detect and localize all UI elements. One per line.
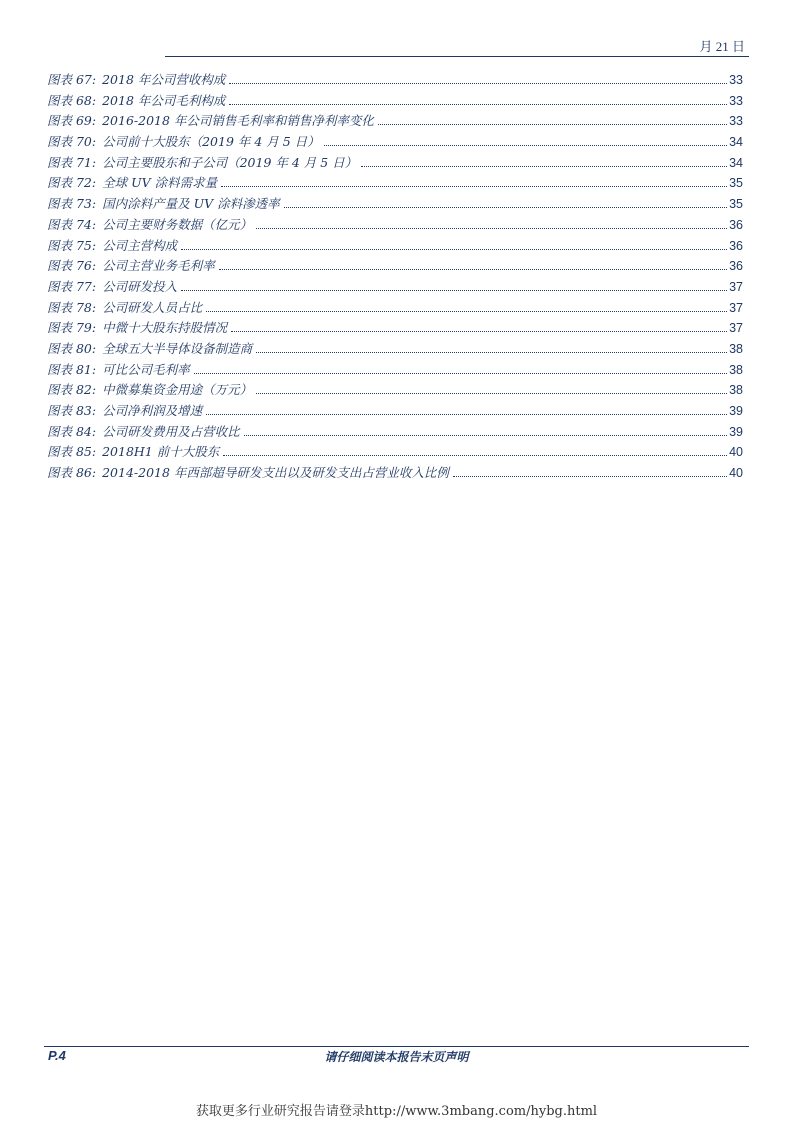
header-rule bbox=[165, 56, 749, 57]
watermark-link[interactable]: 获取更多行业研究报告请登录http://www.3mbang.com/hybg.html bbox=[195, 1104, 598, 1119]
toc-entry-page: 39 bbox=[729, 404, 743, 418]
toc-entry-page: 40 bbox=[729, 466, 743, 481]
toc-entry-label: 图表 79: bbox=[47, 320, 97, 336]
toc-entry-page: 33 bbox=[729, 93, 743, 108]
toc-entry-label: 图表 80: bbox=[47, 340, 97, 356]
toc-entry[interactable] bbox=[47, 91, 743, 112]
toc-dot-leader bbox=[219, 269, 727, 270]
toc-entry-title: 2018 年公司营收构成 bbox=[102, 72, 226, 87]
toc-entry-label: 图表 86: bbox=[47, 465, 97, 481]
toc-entry-title: 2014-2018 年西部超导研发支出以及研发支出占营业收入比例 bbox=[102, 465, 449, 481]
toc-entry-label: 图表 83: bbox=[47, 403, 97, 418]
toc-entry-title: 公司研发人员占比 bbox=[102, 299, 203, 315]
toc-entry[interactable] bbox=[47, 153, 743, 174]
toc-entry-title: 公司研发费用及占营收比 bbox=[102, 423, 240, 439]
toc-entry[interactable] bbox=[47, 422, 743, 443]
toc-entry[interactable] bbox=[47, 236, 743, 257]
toc-entry-label: 图表 76: bbox=[47, 258, 97, 274]
toc-entry-title: 公司净利润及增速 bbox=[102, 403, 203, 418]
toc-entry-page: 36 bbox=[729, 217, 743, 232]
toc-dot-leader bbox=[229, 104, 727, 105]
toc-entry-label: 图表 82: bbox=[47, 382, 97, 398]
toc-entry[interactable] bbox=[47, 111, 743, 132]
toc-entry-label: 图表 73: bbox=[47, 196, 97, 212]
toc-dot-leader bbox=[324, 145, 727, 146]
toc-entry-title: 公司前十大股东（2019 年 4 月 5 日） bbox=[102, 134, 320, 150]
toc-entry[interactable] bbox=[47, 70, 743, 91]
toc-dot-leader bbox=[284, 207, 727, 208]
toc-entry[interactable] bbox=[47, 463, 743, 484]
toc-entry-title: 2016-2018 年公司销售毛利率和销售净利率变化 bbox=[102, 113, 374, 129]
footer-page-number: P.4 bbox=[48, 1048, 66, 1063]
toc-entry-title: 公司主要股东和子公司（2019 年 4 月 5 日） bbox=[102, 154, 358, 170]
toc-entry-page: 38 bbox=[729, 383, 743, 398]
toc-dot-leader bbox=[206, 414, 727, 415]
toc-entry[interactable] bbox=[47, 442, 743, 463]
toc-entry-page: 36 bbox=[729, 238, 743, 253]
toc-entry-label: 图表 69: bbox=[47, 113, 97, 129]
toc-entry-page: 37 bbox=[729, 321, 743, 336]
toc-entry-page: 37 bbox=[729, 279, 743, 294]
toc-entry-title: 可比公司毛利率 bbox=[102, 361, 190, 377]
toc-entry-label: 图表 75: bbox=[47, 237, 97, 253]
toc-dot-leader bbox=[194, 373, 727, 374]
toc-entry[interactable] bbox=[47, 132, 743, 153]
toc-entry[interactable] bbox=[47, 256, 743, 277]
toc-entry-label: 图表 84: bbox=[47, 423, 97, 439]
toc-entry-title: 公司主要财务数据（亿元） bbox=[102, 216, 253, 232]
toc-entry[interactable] bbox=[47, 380, 743, 401]
toc-dot-leader bbox=[453, 476, 727, 477]
toc-entry-page: 33 bbox=[729, 73, 743, 87]
footer-rule bbox=[44, 1046, 749, 1047]
toc-entry-page: 36 bbox=[729, 259, 743, 274]
toc-entry-page: 37 bbox=[729, 300, 743, 315]
toc-dot-leader bbox=[256, 352, 727, 353]
toc-entry[interactable] bbox=[47, 318, 743, 339]
toc-dot-leader bbox=[231, 331, 727, 332]
toc-entry-title: 公司主营构成 bbox=[102, 237, 178, 253]
toc-dot-leader bbox=[181, 290, 727, 291]
toc-entry-label: 图表 81: bbox=[47, 361, 97, 377]
toc-entry-page: 35 bbox=[729, 197, 743, 212]
toc-entry[interactable] bbox=[47, 194, 743, 215]
toc-dot-leader bbox=[229, 83, 727, 84]
toc-dot-leader bbox=[361, 166, 727, 167]
toc-entry-title: 中微募集资金用途（万元） bbox=[102, 382, 253, 398]
toc-entry-label: 图表 70: bbox=[47, 134, 97, 150]
toc-entry-page: 34 bbox=[729, 155, 743, 170]
toc-entry[interactable] bbox=[47, 173, 743, 194]
toc-entry-page: 35 bbox=[729, 176, 743, 191]
toc-entry-title: 中微十大股东持股情况 bbox=[102, 320, 228, 336]
toc-entry-label: 图表 67: bbox=[47, 72, 97, 87]
footer-disclaimer-notice: 请仔细阅读本报告末页声明 bbox=[324, 1050, 469, 1064]
toc-dot-leader bbox=[223, 455, 727, 456]
toc-entry-page: 39 bbox=[729, 424, 743, 439]
toc-entry-page: 34 bbox=[729, 135, 743, 150]
header-date: 月 21 日 bbox=[699, 39, 745, 54]
toc-entry-title: 国内涂料产量及 UV 涂料渗透率 bbox=[102, 196, 280, 212]
toc-entry-label: 图表 85: bbox=[47, 444, 97, 460]
toc-entry-label: 图表 68: bbox=[47, 92, 97, 108]
toc-entry-title: 公司主营业务毛利率 bbox=[102, 258, 215, 274]
toc-entry-title: 全球五大半导体设备制造商 bbox=[102, 340, 253, 356]
toc-dot-leader bbox=[256, 228, 727, 229]
toc-entry-label: 图表 78: bbox=[47, 299, 97, 315]
toc-entry-page: 38 bbox=[729, 341, 743, 356]
toc-entry[interactable] bbox=[47, 215, 743, 236]
toc-dot-leader bbox=[244, 435, 727, 436]
toc-entry-page: 33 bbox=[729, 114, 743, 129]
toc-entry-label: 图表 77: bbox=[47, 278, 97, 294]
toc-entry[interactable] bbox=[47, 360, 743, 381]
toc-entry-label: 图表 71: bbox=[47, 154, 97, 170]
toc-entry-label: 图表 72: bbox=[47, 175, 97, 191]
toc-entry[interactable] bbox=[47, 277, 743, 298]
toc-dot-leader bbox=[181, 249, 727, 250]
toc-entry[interactable] bbox=[47, 339, 743, 360]
toc-entry[interactable] bbox=[47, 401, 743, 422]
toc-entry-page: 38 bbox=[729, 362, 743, 377]
toc-entry-label: 图表 74: bbox=[47, 216, 97, 232]
toc-entry-title: 公司研发投入 bbox=[102, 278, 178, 294]
table-of-figures bbox=[47, 70, 743, 484]
toc-dot-leader bbox=[378, 124, 727, 125]
toc-dot-leader bbox=[256, 393, 727, 394]
toc-entry-title: 全球 UV 涂料需求量 bbox=[102, 175, 218, 191]
toc-entry-page: 40 bbox=[729, 445, 743, 460]
toc-dot-leader bbox=[206, 311, 727, 312]
toc-entry-title: 2018H1 前十大股东 bbox=[102, 444, 220, 460]
toc-entry[interactable] bbox=[47, 298, 743, 319]
toc-entry-title: 2018 年公司毛利构成 bbox=[102, 92, 226, 108]
toc-dot-leader bbox=[221, 186, 727, 187]
